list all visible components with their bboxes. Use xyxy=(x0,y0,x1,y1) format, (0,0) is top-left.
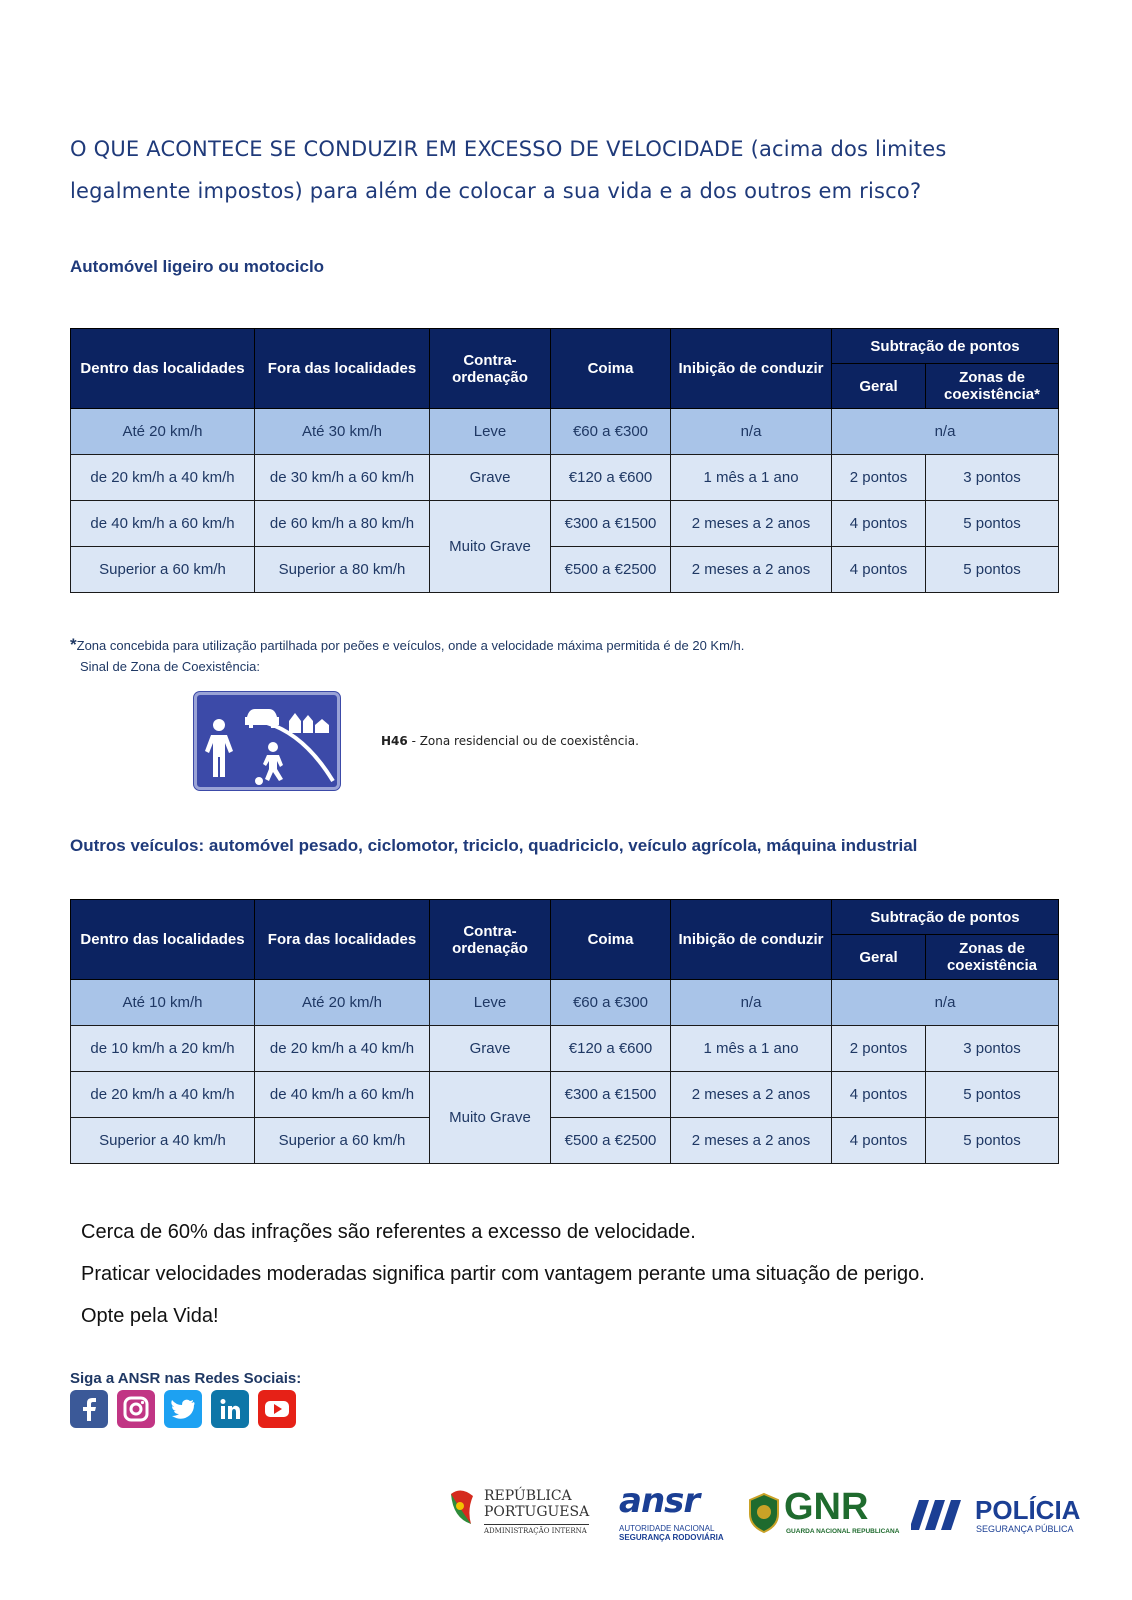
cell-outside: de 20 km/h a 40 km/h xyxy=(255,1026,430,1072)
header-fine: Coima xyxy=(551,329,671,409)
facebook-icon xyxy=(70,1390,108,1428)
cell-points-general: 2 pontos xyxy=(832,455,926,501)
cell-inhibition: n/a xyxy=(671,409,832,455)
cell-outside: Até 20 km/h xyxy=(255,980,430,1026)
table-row xyxy=(71,1118,1059,1164)
ansr-line-2: SEGURANÇA RODOVIÁRIA xyxy=(619,1533,724,1542)
cell-outside: Até 30 km/h xyxy=(255,409,430,455)
cell-inside: Até 10 km/h xyxy=(71,980,255,1026)
cell-contra: Leve xyxy=(430,980,551,1026)
instagram-icon xyxy=(117,1390,155,1428)
header-contra-ordenacao: Contra-ordenação xyxy=(430,900,551,980)
coexistence-zone-sign xyxy=(194,692,340,790)
cell-inhibition: 2 meses a 2 anos xyxy=(671,1072,832,1118)
psp-stripes-icon xyxy=(911,1500,971,1530)
cell-points: n/a xyxy=(832,409,1059,455)
page-heading xyxy=(70,128,970,212)
penalty-table-light-vehicles xyxy=(70,328,1059,593)
closing-line-1: Cerca de 60% das infrações são referentes a excesso de velocidade. xyxy=(81,1221,696,1243)
sign-caption xyxy=(381,734,639,748)
header-points-subtraction: Subtração de pontos xyxy=(832,900,1059,935)
cell-inside: Superior a 40 km/h xyxy=(71,1118,255,1164)
cell-fine: €120 a €600 xyxy=(551,1026,671,1072)
header-inhibition: Inibição de conduzir xyxy=(671,329,832,409)
header-points-general: Geral xyxy=(832,935,926,980)
cell-points: n/a xyxy=(832,980,1059,1026)
instagram-link[interactable] xyxy=(117,1390,155,1428)
cell-fine: €60 a €300 xyxy=(551,980,671,1026)
cell-fine: €300 a €1500 xyxy=(551,1072,671,1118)
table-row xyxy=(71,501,1059,547)
cell-outside: Superior a 60 km/h xyxy=(255,1118,430,1164)
closing-line-2: Praticar velocidades moderadas significa partir com vantagem perante uma situação de perigo. xyxy=(81,1263,925,1285)
table-row xyxy=(71,409,1059,455)
psp-line-1: SEGURANÇA PÚBLICA xyxy=(976,1524,1074,1534)
heading-line-2: legalmente impostos) para além de colocar a sua vida e a dos outros em risco? xyxy=(70,179,922,203)
youtube-link[interactable] xyxy=(258,1390,296,1428)
linkedin-link[interactable] xyxy=(211,1390,249,1428)
table-row xyxy=(71,547,1059,593)
cell-inside: Até 20 km/h xyxy=(71,409,255,455)
linkedin-icon xyxy=(211,1390,249,1428)
table-row xyxy=(71,455,1059,501)
header-points-subtraction: Subtração de pontos xyxy=(832,329,1059,364)
sign-description: - Zona residencial ou de coexistência. xyxy=(407,734,639,748)
section-title-other-vehicles: Outros veículos: automóvel pesado, ciclomotor, triciclo, quadriciclo, veículo agrícola, máquina industrial xyxy=(70,836,918,855)
gnr-crest-icon xyxy=(746,1492,782,1534)
sign-code: H46 xyxy=(381,734,408,748)
cell-inside: de 40 km/h a 60 km/h xyxy=(71,501,255,547)
cell-points-zones: 3 pontos xyxy=(926,1026,1059,1072)
psp-mark: POLÍCIA xyxy=(975,1495,1081,1525)
gnr-mark: GNR xyxy=(784,1486,869,1528)
cell-points-general: 4 pontos xyxy=(832,1072,926,1118)
cell-outside: Superior a 80 km/h xyxy=(255,547,430,593)
cell-fine: €500 a €2500 xyxy=(551,1118,671,1164)
cell-inside: de 20 km/h a 40 km/h xyxy=(71,1072,255,1118)
cell-points-general: 4 pontos xyxy=(832,547,926,593)
header-inhibition: Inibição de conduzir xyxy=(671,900,832,980)
cell-inhibition: 2 meses a 2 anos xyxy=(671,547,832,593)
cell-contra: Muito Grave xyxy=(430,1072,551,1164)
header-points-zones: Zonas de coexistência* xyxy=(926,364,1059,409)
twitter-link[interactable] xyxy=(164,1390,202,1428)
cell-points-zones: 5 pontos xyxy=(926,501,1059,547)
cell-inhibition: 1 mês a 1 ano xyxy=(671,455,832,501)
cell-contra: Leve xyxy=(430,409,551,455)
cell-points-zones: 5 pontos xyxy=(926,1118,1059,1164)
footnote-line-2: Sinal de Zona de Coexistência: xyxy=(80,659,260,674)
footnote xyxy=(70,634,744,677)
cell-fine: €500 a €2500 xyxy=(551,547,671,593)
cell-points-zones: 3 pontos xyxy=(926,455,1059,501)
table-row xyxy=(71,980,1059,1026)
header-points-general: Geral xyxy=(832,364,926,409)
facebook-link[interactable] xyxy=(70,1390,108,1428)
header-inside-localities: Dentro das localidades xyxy=(71,900,255,980)
portugal-flag-emblem-icon xyxy=(447,1488,477,1526)
cell-inhibition: 2 meses a 2 anos xyxy=(671,501,832,547)
gnr-line-1: GUARDA NACIONAL REPUBLICANA xyxy=(786,1528,900,1535)
cell-points-zones: 5 pontos xyxy=(926,547,1059,593)
section-title-light-vehicles: Automóvel ligeiro ou motociclo xyxy=(70,257,325,276)
cell-outside: de 30 km/h a 60 km/h xyxy=(255,455,430,501)
republica-line-3: ADMINISTRAÇÃO INTERNA xyxy=(484,1524,589,1536)
cell-inside: de 10 km/h a 20 km/h xyxy=(71,1026,255,1072)
republica-line-2: PORTUGUESA xyxy=(484,1504,590,1520)
cell-contra: Grave xyxy=(430,1026,551,1072)
cell-outside: de 40 km/h a 60 km/h xyxy=(255,1072,430,1118)
cell-inhibition: 1 mês a 1 ano xyxy=(671,1026,832,1072)
cell-inside: Superior a 60 km/h xyxy=(71,547,255,593)
cell-points-general: 2 pontos xyxy=(832,1026,926,1072)
cell-inside: de 20 km/h a 40 km/h xyxy=(71,455,255,501)
header-outside-localities: Fora das localidades xyxy=(255,900,430,980)
youtube-icon xyxy=(258,1390,296,1428)
cell-contra: Muito Grave xyxy=(430,501,551,593)
cell-inhibition: 2 meses a 2 anos xyxy=(671,1118,832,1164)
heading-line-1: O QUE ACONTECE SE CONDUZIR EM EXCESSO DE VELOCIDADE (acima dos limites xyxy=(70,137,947,161)
cell-points-general: 4 pontos xyxy=(832,1118,926,1164)
footnote-line-1: Zona concebida para utilização partilhada por peões e veículos, onde a velocidade máxima permitida é de 20 Km/h. xyxy=(76,638,745,653)
ansr-mark: ansr xyxy=(619,1481,700,1521)
ansr-line-1: AUTORIDADE NACIONAL xyxy=(619,1524,715,1533)
cell-points-general: 4 pontos xyxy=(832,501,926,547)
cell-fine: €60 a €300 xyxy=(551,409,671,455)
cell-inhibition: n/a xyxy=(671,980,832,1026)
twitter-icon xyxy=(164,1390,202,1428)
cell-fine: €300 a €1500 xyxy=(551,501,671,547)
table-row xyxy=(71,1072,1059,1118)
cell-fine: €120 a €600 xyxy=(551,455,671,501)
cell-outside: de 60 km/h a 80 km/h xyxy=(255,501,430,547)
penalty-table-other-vehicles xyxy=(70,899,1059,1164)
header-points-zones: Zonas de coexistência xyxy=(926,935,1059,980)
closing-line-3: Opte pela Vida! xyxy=(81,1305,219,1327)
header-contra-ordenacao: Contra-ordenação xyxy=(430,329,551,409)
header-inside-localities: Dentro das localidades xyxy=(71,329,255,409)
table-row xyxy=(71,1026,1059,1072)
header-outside-localities: Fora das localidades xyxy=(255,329,430,409)
header-fine: Coima xyxy=(551,900,671,980)
republica-line-1: REPÚBLICA xyxy=(484,1488,572,1504)
social-title: Siga a ANSR nas Redes Sociais: xyxy=(70,1370,302,1387)
cell-contra: Grave xyxy=(430,455,551,501)
footnote-star: * xyxy=(70,635,77,654)
cell-points-zones: 5 pontos xyxy=(926,1072,1059,1118)
coexistence-zone-pictogram-icon xyxy=(197,695,337,787)
